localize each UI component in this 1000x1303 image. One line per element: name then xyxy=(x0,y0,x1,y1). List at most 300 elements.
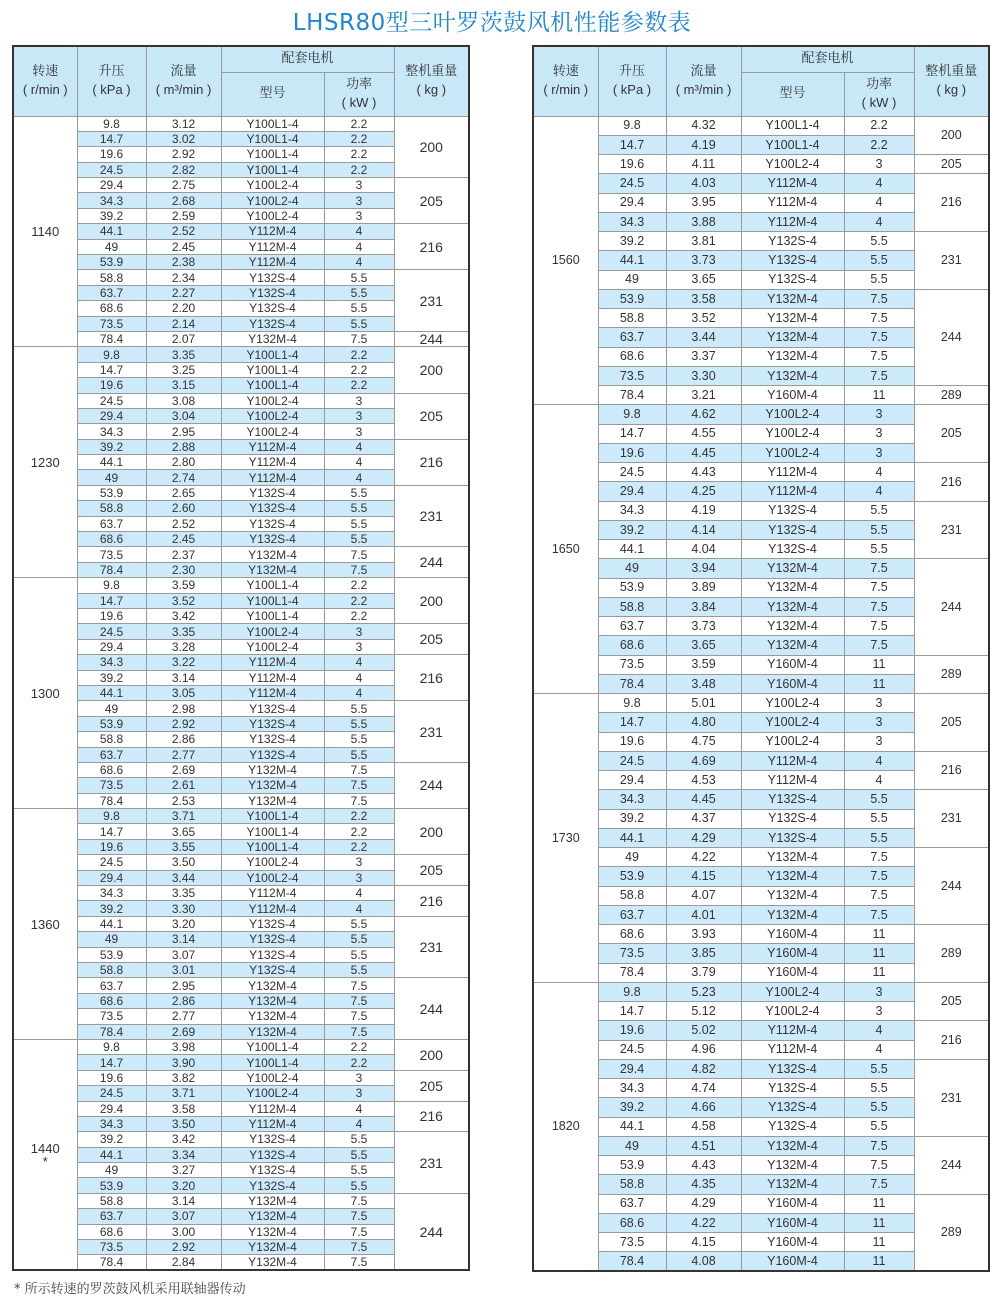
table-row xyxy=(13,855,469,870)
pressure-cell: 73.5 xyxy=(598,366,666,385)
header-pressure: 升压 ( kPa ) xyxy=(598,46,666,116)
motor-model-cell: Y112M-4 xyxy=(221,470,324,485)
weight-cell: 231 xyxy=(394,701,469,763)
table-row xyxy=(533,116,989,135)
flow-cell: 4.22 xyxy=(666,1213,741,1232)
table-row xyxy=(13,547,469,562)
pressure-cell: 9.8 xyxy=(598,694,666,713)
flow-cell: 3.25 xyxy=(146,362,221,377)
motor-model-cell: Y132S-4 xyxy=(221,747,324,762)
flow-cell: 2.14 xyxy=(146,316,221,331)
flow-cell: 4.69 xyxy=(666,751,741,770)
power-cell: 3 xyxy=(324,408,394,423)
flow-cell: 4.29 xyxy=(666,828,741,847)
power-cell: 5.5 xyxy=(844,790,914,809)
pressure-cell: 78.4 xyxy=(598,674,666,693)
motor-model-cell: Y112M-4 xyxy=(741,482,844,501)
pressure-cell: 9.8 xyxy=(598,405,666,424)
weight-cell: 205 xyxy=(394,1070,469,1101)
power-cell: 2.2 xyxy=(324,609,394,624)
pressure-cell: 14.7 xyxy=(77,1055,146,1070)
power-cell: 4 xyxy=(844,174,914,193)
power-cell: 2.2 xyxy=(324,116,394,131)
motor-model-cell: Y100L1-4 xyxy=(221,378,324,393)
power-cell: 2.2 xyxy=(324,839,394,854)
motor-model-cell: Y132M-4 xyxy=(221,793,324,808)
pressure-cell: 58.8 xyxy=(598,597,666,616)
weight-cell: 216 xyxy=(914,751,989,790)
pressure-cell: 34.3 xyxy=(598,790,666,809)
flow-cell: 2.69 xyxy=(146,762,221,777)
pressure-cell: 44.1 xyxy=(598,828,666,847)
pressure-cell: 9.8 xyxy=(77,1039,146,1054)
motor-model-cell: Y112M-4 xyxy=(221,1101,324,1116)
weight-cell: 216 xyxy=(394,886,469,917)
motor-model-cell: Y160M-4 xyxy=(741,386,844,405)
pressure-cell: 24.5 xyxy=(598,751,666,770)
weight-cell: 231 xyxy=(914,1059,989,1136)
pressure-cell: 53.9 xyxy=(598,1156,666,1175)
pressure-cell: 14.7 xyxy=(77,593,146,608)
flow-cell: 2.38 xyxy=(146,255,221,270)
flow-cell: 2.95 xyxy=(146,424,221,439)
flow-cell: 2.45 xyxy=(146,532,221,547)
power-cell: 2.2 xyxy=(324,347,394,362)
pressure-cell: 39.2 xyxy=(77,1132,146,1147)
weight-cell: 205 xyxy=(914,155,989,174)
pressure-cell: 49 xyxy=(77,701,146,716)
motor-model-cell: Y100L1-4 xyxy=(221,609,324,624)
pressure-cell: 9.8 xyxy=(77,347,146,362)
motor-model-cell: Y132M-4 xyxy=(221,762,324,777)
motor-model-cell: Y112M-4 xyxy=(741,174,844,193)
motor-model-cell: Y132M-4 xyxy=(221,778,324,793)
power-cell: 3 xyxy=(324,870,394,885)
power-cell: 4 xyxy=(844,1021,914,1040)
flow-cell: 3.59 xyxy=(666,655,741,674)
table-row xyxy=(13,331,469,346)
flow-cell: 3.73 xyxy=(666,617,741,636)
power-cell: 5.5 xyxy=(324,932,394,947)
flow-cell: 4.43 xyxy=(666,463,741,482)
flow-cell: 2.37 xyxy=(146,547,221,562)
motor-model-cell: Y132S-4 xyxy=(741,1117,844,1136)
power-cell: 5.5 xyxy=(324,501,394,516)
motor-model-cell: Y112M-4 xyxy=(221,685,324,700)
flow-cell: 3.30 xyxy=(146,901,221,916)
power-cell: 7.5 xyxy=(324,978,394,993)
table-row xyxy=(533,289,989,308)
power-cell: 11 xyxy=(844,1194,914,1213)
pressure-cell: 68.6 xyxy=(77,301,146,316)
flow-cell: 4.08 xyxy=(666,1252,741,1271)
table-row xyxy=(13,178,469,193)
weight-cell: 200 xyxy=(914,116,989,155)
motor-model-cell: Y112M-4 xyxy=(221,455,324,470)
power-cell: 5.5 xyxy=(844,270,914,289)
pressure-cell: 68.6 xyxy=(77,762,146,777)
power-cell: 7.5 xyxy=(844,867,914,886)
power-cell: 3 xyxy=(324,178,394,193)
motor-model-cell: Y132M-4 xyxy=(221,978,324,993)
flow-cell: 4.15 xyxy=(666,867,741,886)
flow-cell: 4.66 xyxy=(666,1098,741,1117)
motor-model-cell: Y132M-4 xyxy=(221,1024,324,1039)
speed-cell xyxy=(13,578,77,809)
flow-cell: 4.07 xyxy=(666,886,741,905)
power-cell: 7.5 xyxy=(844,559,914,578)
flow-cell: 3.65 xyxy=(146,824,221,839)
pressure-cell: 68.6 xyxy=(598,925,666,944)
pressure-cell: 34.3 xyxy=(77,424,146,439)
flow-cell: 3.08 xyxy=(146,393,221,408)
motor-model-cell: Y132S-4 xyxy=(741,809,844,828)
flow-cell: 3.07 xyxy=(146,947,221,962)
flow-cell: 3.14 xyxy=(146,932,221,947)
power-cell: 5.5 xyxy=(844,501,914,520)
motor-model-cell: Y132S-4 xyxy=(741,1059,844,1078)
speed-value: 1440 xyxy=(30,1140,60,1156)
pressure-cell: 53.9 xyxy=(77,485,146,500)
weight-cell: 200 xyxy=(394,578,469,624)
performance-table-left xyxy=(12,45,470,1271)
motor-model-cell: Y132M-4 xyxy=(741,578,844,597)
power-cell: 5.5 xyxy=(844,251,914,270)
power-cell: 11 xyxy=(844,925,914,944)
power-cell: 5.5 xyxy=(324,1163,394,1178)
motor-model-cell: Y132S-4 xyxy=(221,532,324,547)
pressure-cell: 14.7 xyxy=(598,713,666,732)
power-cell: 7.5 xyxy=(844,578,914,597)
weight-cell: 231 xyxy=(914,501,989,559)
pressure-cell: 19.6 xyxy=(77,378,146,393)
pressure-cell: 49 xyxy=(598,1136,666,1155)
table-row xyxy=(533,155,989,174)
flow-cell: 2.84 xyxy=(146,1255,221,1270)
pressure-cell: 9.8 xyxy=(598,982,666,1001)
motor-model-cell: Y100L1-4 xyxy=(221,362,324,377)
power-cell: 7.5 xyxy=(844,328,914,347)
motor-model-cell: Y100L1-4 xyxy=(221,162,324,177)
power-cell: 7.5 xyxy=(324,793,394,808)
pressure-cell: 73.5 xyxy=(77,1240,146,1255)
speed-cell xyxy=(13,1039,77,1270)
flow-cell: 2.65 xyxy=(146,485,221,500)
motor-model-cell: Y100L1-4 xyxy=(221,839,324,854)
power-cell: 3 xyxy=(844,982,914,1001)
pressure-cell: 39.2 xyxy=(598,1098,666,1117)
pressure-cell: 73.5 xyxy=(77,1009,146,1024)
motor-model-cell: Y160M-4 xyxy=(741,944,844,963)
pressure-cell: 68.6 xyxy=(598,347,666,366)
pressure-cell: 14.7 xyxy=(598,1002,666,1021)
pressure-cell: 73.5 xyxy=(598,655,666,674)
power-cell: 3 xyxy=(844,443,914,462)
weight-cell: 244 xyxy=(394,978,469,1040)
pressure-cell: 39.2 xyxy=(598,232,666,251)
power-cell: 11 xyxy=(844,1233,914,1252)
flow-cell: 3.58 xyxy=(146,1101,221,1116)
motor-model-cell: Y132S-4 xyxy=(221,947,324,962)
flow-cell: 5.12 xyxy=(666,1002,741,1021)
power-cell: 2.2 xyxy=(324,578,394,593)
table-row xyxy=(13,1193,469,1208)
weight-cell: 205 xyxy=(914,694,989,752)
flow-cell: 3.35 xyxy=(146,624,221,639)
flow-cell: 3.79 xyxy=(666,963,741,982)
table-row xyxy=(13,224,469,239)
flow-cell: 2.92 xyxy=(146,1240,221,1255)
table-row xyxy=(13,1039,469,1054)
power-cell: 11 xyxy=(844,1213,914,1232)
power-cell: 5.5 xyxy=(324,516,394,531)
motor-model-cell: Y132S-4 xyxy=(221,716,324,731)
power-cell: 2.2 xyxy=(844,116,914,135)
weight-cell: 231 xyxy=(914,232,989,290)
pressure-cell: 78.4 xyxy=(598,1252,666,1271)
motor-model-cell: Y160M-4 xyxy=(741,1252,844,1271)
table-row xyxy=(13,116,469,131)
power-cell: 5.5 xyxy=(324,1147,394,1162)
flow-cell: 3.02 xyxy=(146,131,221,146)
power-cell: 5.5 xyxy=(324,747,394,762)
flow-cell: 2.34 xyxy=(146,270,221,285)
motor-model-cell: Y132M-4 xyxy=(741,597,844,616)
pressure-cell: 78.4 xyxy=(77,1024,146,1039)
pressure-cell: 44.1 xyxy=(598,540,666,559)
table-row xyxy=(13,701,469,716)
motor-model-cell: Y132S-4 xyxy=(741,1079,844,1098)
flow-cell: 3.22 xyxy=(146,655,221,670)
motor-model-cell: Y132M-4 xyxy=(741,559,844,578)
pressure-cell: 34.3 xyxy=(77,193,146,208)
motor-model-cell: Y100L2-4 xyxy=(221,393,324,408)
table-row xyxy=(13,1132,469,1147)
pressure-cell: 19.6 xyxy=(598,732,666,751)
pressure-cell: 63.7 xyxy=(598,1194,666,1213)
pressure-cell: 29.4 xyxy=(77,408,146,423)
pressure-cell: 34.3 xyxy=(598,212,666,231)
motor-model-cell: Y132S-4 xyxy=(741,540,844,559)
pressure-cell: 44.1 xyxy=(598,251,666,270)
pressure-cell: 39.2 xyxy=(77,439,146,454)
motor-model-cell: Y132M-4 xyxy=(741,1156,844,1175)
motor-model-cell: Y100L1-4 xyxy=(221,1039,324,1054)
speed-cell xyxy=(533,405,598,694)
pressure-cell: 24.5 xyxy=(598,174,666,193)
pressure-cell: 58.8 xyxy=(77,270,146,285)
pressure-cell: 78.4 xyxy=(77,793,146,808)
power-cell: 2.2 xyxy=(844,135,914,154)
pressure-cell: 53.9 xyxy=(598,578,666,597)
motor-model-cell: Y132S-4 xyxy=(221,501,324,516)
flow-cell: 3.35 xyxy=(146,886,221,901)
motor-model-cell: Y112M-4 xyxy=(221,439,324,454)
motor-model-cell: Y132M-4 xyxy=(741,848,844,867)
speed-value: 1140 xyxy=(31,223,60,239)
pressure-cell: 19.6 xyxy=(77,147,146,162)
motor-model-cell: Y132M-4 xyxy=(221,1009,324,1024)
table-row xyxy=(13,916,469,931)
flow-cell: 3.98 xyxy=(146,1039,221,1054)
motor-model-cell: Y132S-4 xyxy=(221,916,324,931)
power-cell: 4 xyxy=(844,212,914,231)
motor-model-cell: Y132S-4 xyxy=(741,1098,844,1117)
motor-model-cell: Y112M-4 xyxy=(741,212,844,231)
power-cell: 5.5 xyxy=(844,540,914,559)
flow-cell: 3.42 xyxy=(146,1132,221,1147)
flow-cell: 2.77 xyxy=(146,747,221,762)
motor-model-cell: Y132M-4 xyxy=(741,1136,844,1155)
speed-value: 1730 xyxy=(551,830,580,845)
table-row xyxy=(533,405,989,424)
flow-cell: 2.88 xyxy=(146,439,221,454)
power-cell: 4 xyxy=(324,255,394,270)
power-cell: 4 xyxy=(324,1101,394,1116)
flow-cell: 4.01 xyxy=(666,905,741,924)
pressure-cell: 73.5 xyxy=(77,547,146,562)
table-row xyxy=(13,809,469,824)
pressure-cell: 53.9 xyxy=(598,289,666,308)
power-cell: 4 xyxy=(324,439,394,454)
power-cell: 7.5 xyxy=(844,1156,914,1175)
pressure-cell: 9.8 xyxy=(77,578,146,593)
flow-cell: 4.22 xyxy=(666,848,741,867)
power-cell: 7.5 xyxy=(324,331,394,346)
motor-model-cell: Y100L2-4 xyxy=(221,624,324,639)
flow-cell: 3.15 xyxy=(146,378,221,393)
pressure-cell: 49 xyxy=(77,470,146,485)
pressure-cell: 39.2 xyxy=(77,901,146,916)
power-cell: 5.5 xyxy=(844,1059,914,1078)
header-motor: 配套电机 xyxy=(221,46,394,72)
pressure-cell: 24.5 xyxy=(77,855,146,870)
pressure-cell: 78.4 xyxy=(77,331,146,346)
flow-cell: 2.92 xyxy=(146,716,221,731)
weight-cell: 216 xyxy=(914,1021,989,1060)
table-row xyxy=(533,1194,989,1213)
flow-cell: 2.98 xyxy=(146,701,221,716)
speed-cell xyxy=(13,347,77,578)
flow-cell: 3.37 xyxy=(666,347,741,366)
motor-model-cell: Y100L2-4 xyxy=(221,870,324,885)
power-cell: 7.5 xyxy=(844,366,914,385)
power-cell: 5.5 xyxy=(844,1098,914,1117)
power-cell: 3 xyxy=(844,1002,914,1021)
motor-model-cell: Y132M-4 xyxy=(221,547,324,562)
speed-cell xyxy=(533,694,598,983)
pressure-cell: 68.6 xyxy=(77,993,146,1008)
pressure-cell: 9.8 xyxy=(77,116,146,131)
pressure-cell: 53.9 xyxy=(77,1178,146,1193)
pressure-cell: 73.5 xyxy=(598,944,666,963)
flow-cell: 3.65 xyxy=(666,636,741,655)
power-cell: 7.5 xyxy=(324,1224,394,1239)
flow-cell: 4.82 xyxy=(666,1059,741,1078)
flow-cell: 3.20 xyxy=(146,916,221,931)
flow-cell: 2.86 xyxy=(146,732,221,747)
power-cell: 4 xyxy=(324,470,394,485)
motor-model-cell: Y100L1-4 xyxy=(221,578,324,593)
motor-model-cell: Y132M-4 xyxy=(741,328,844,347)
table-row xyxy=(13,270,469,285)
pressure-cell: 68.6 xyxy=(598,636,666,655)
power-cell: 7.5 xyxy=(844,617,914,636)
motor-model-cell: Y132S-4 xyxy=(221,516,324,531)
header-pressure: 升压 ( kPa ) xyxy=(77,46,146,116)
power-cell: 5.5 xyxy=(324,962,394,977)
pressure-cell: 63.7 xyxy=(77,747,146,762)
motor-model-cell: Y132M-4 xyxy=(741,309,844,328)
power-cell: 3 xyxy=(324,639,394,654)
header-motor: 配套电机 xyxy=(741,46,914,72)
power-cell: 5.5 xyxy=(324,1178,394,1193)
flow-cell: 3.42 xyxy=(146,609,221,624)
pressure-cell: 19.6 xyxy=(77,839,146,854)
flow-cell: 4.11 xyxy=(666,155,741,174)
table-row xyxy=(13,393,469,408)
motor-model-cell: Y100L2-4 xyxy=(221,1086,324,1101)
motor-model-cell: Y132S-4 xyxy=(741,828,844,847)
power-cell: 2.2 xyxy=(324,162,394,177)
weight-cell: 200 xyxy=(394,1039,469,1070)
page-title: LHSR80型三叶罗茨鼓风机性能参数表 xyxy=(292,10,692,36)
power-cell: 3 xyxy=(324,393,394,408)
table-row xyxy=(13,886,469,901)
power-cell: 4 xyxy=(324,224,394,239)
weight-cell: 216 xyxy=(394,439,469,485)
motor-model-cell: Y100L1-4 xyxy=(221,593,324,608)
motor-model-cell: Y132S-4 xyxy=(741,501,844,520)
pressure-cell: 73.5 xyxy=(77,778,146,793)
motor-model-cell: Y132S-4 xyxy=(741,790,844,809)
table-row xyxy=(533,790,989,809)
weight-cell: 205 xyxy=(394,393,469,439)
pressure-cell: 14.7 xyxy=(77,131,146,146)
motor-model-cell: Y132S-4 xyxy=(221,285,324,300)
pressure-cell: 29.4 xyxy=(598,193,666,212)
flow-cell: 2.27 xyxy=(146,285,221,300)
motor-model-cell: Y132M-4 xyxy=(221,1240,324,1255)
power-cell: 3 xyxy=(844,424,914,443)
motor-model-cell: Y100L1-4 xyxy=(221,809,324,824)
table-row xyxy=(13,439,469,454)
flow-cell: 4.96 xyxy=(666,1040,741,1059)
power-cell: 11 xyxy=(844,674,914,693)
motor-model-cell: Y132S-4 xyxy=(221,270,324,285)
power-cell: 7.5 xyxy=(844,347,914,366)
power-cell: 7.5 xyxy=(324,1009,394,1024)
flow-cell: 4.45 xyxy=(666,443,741,462)
speed-cell xyxy=(13,116,77,347)
pressure-cell: 14.7 xyxy=(77,824,146,839)
power-cell: 4 xyxy=(844,482,914,501)
weight-cell: 231 xyxy=(914,790,989,848)
power-cell: 4 xyxy=(324,685,394,700)
motor-model-cell: Y132S-4 xyxy=(221,701,324,716)
pressure-cell: 53.9 xyxy=(77,947,146,962)
table-row xyxy=(533,694,989,713)
table-row xyxy=(13,578,469,593)
weight-cell: 216 xyxy=(914,174,989,232)
flow-cell: 3.89 xyxy=(666,578,741,597)
motor-model-cell: Y132S-4 xyxy=(221,732,324,747)
flow-cell: 2.82 xyxy=(146,162,221,177)
pressure-cell: 68.6 xyxy=(598,1213,666,1232)
motor-model-cell: Y112M-4 xyxy=(741,1021,844,1040)
power-cell: 3 xyxy=(324,624,394,639)
flow-cell: 2.61 xyxy=(146,778,221,793)
